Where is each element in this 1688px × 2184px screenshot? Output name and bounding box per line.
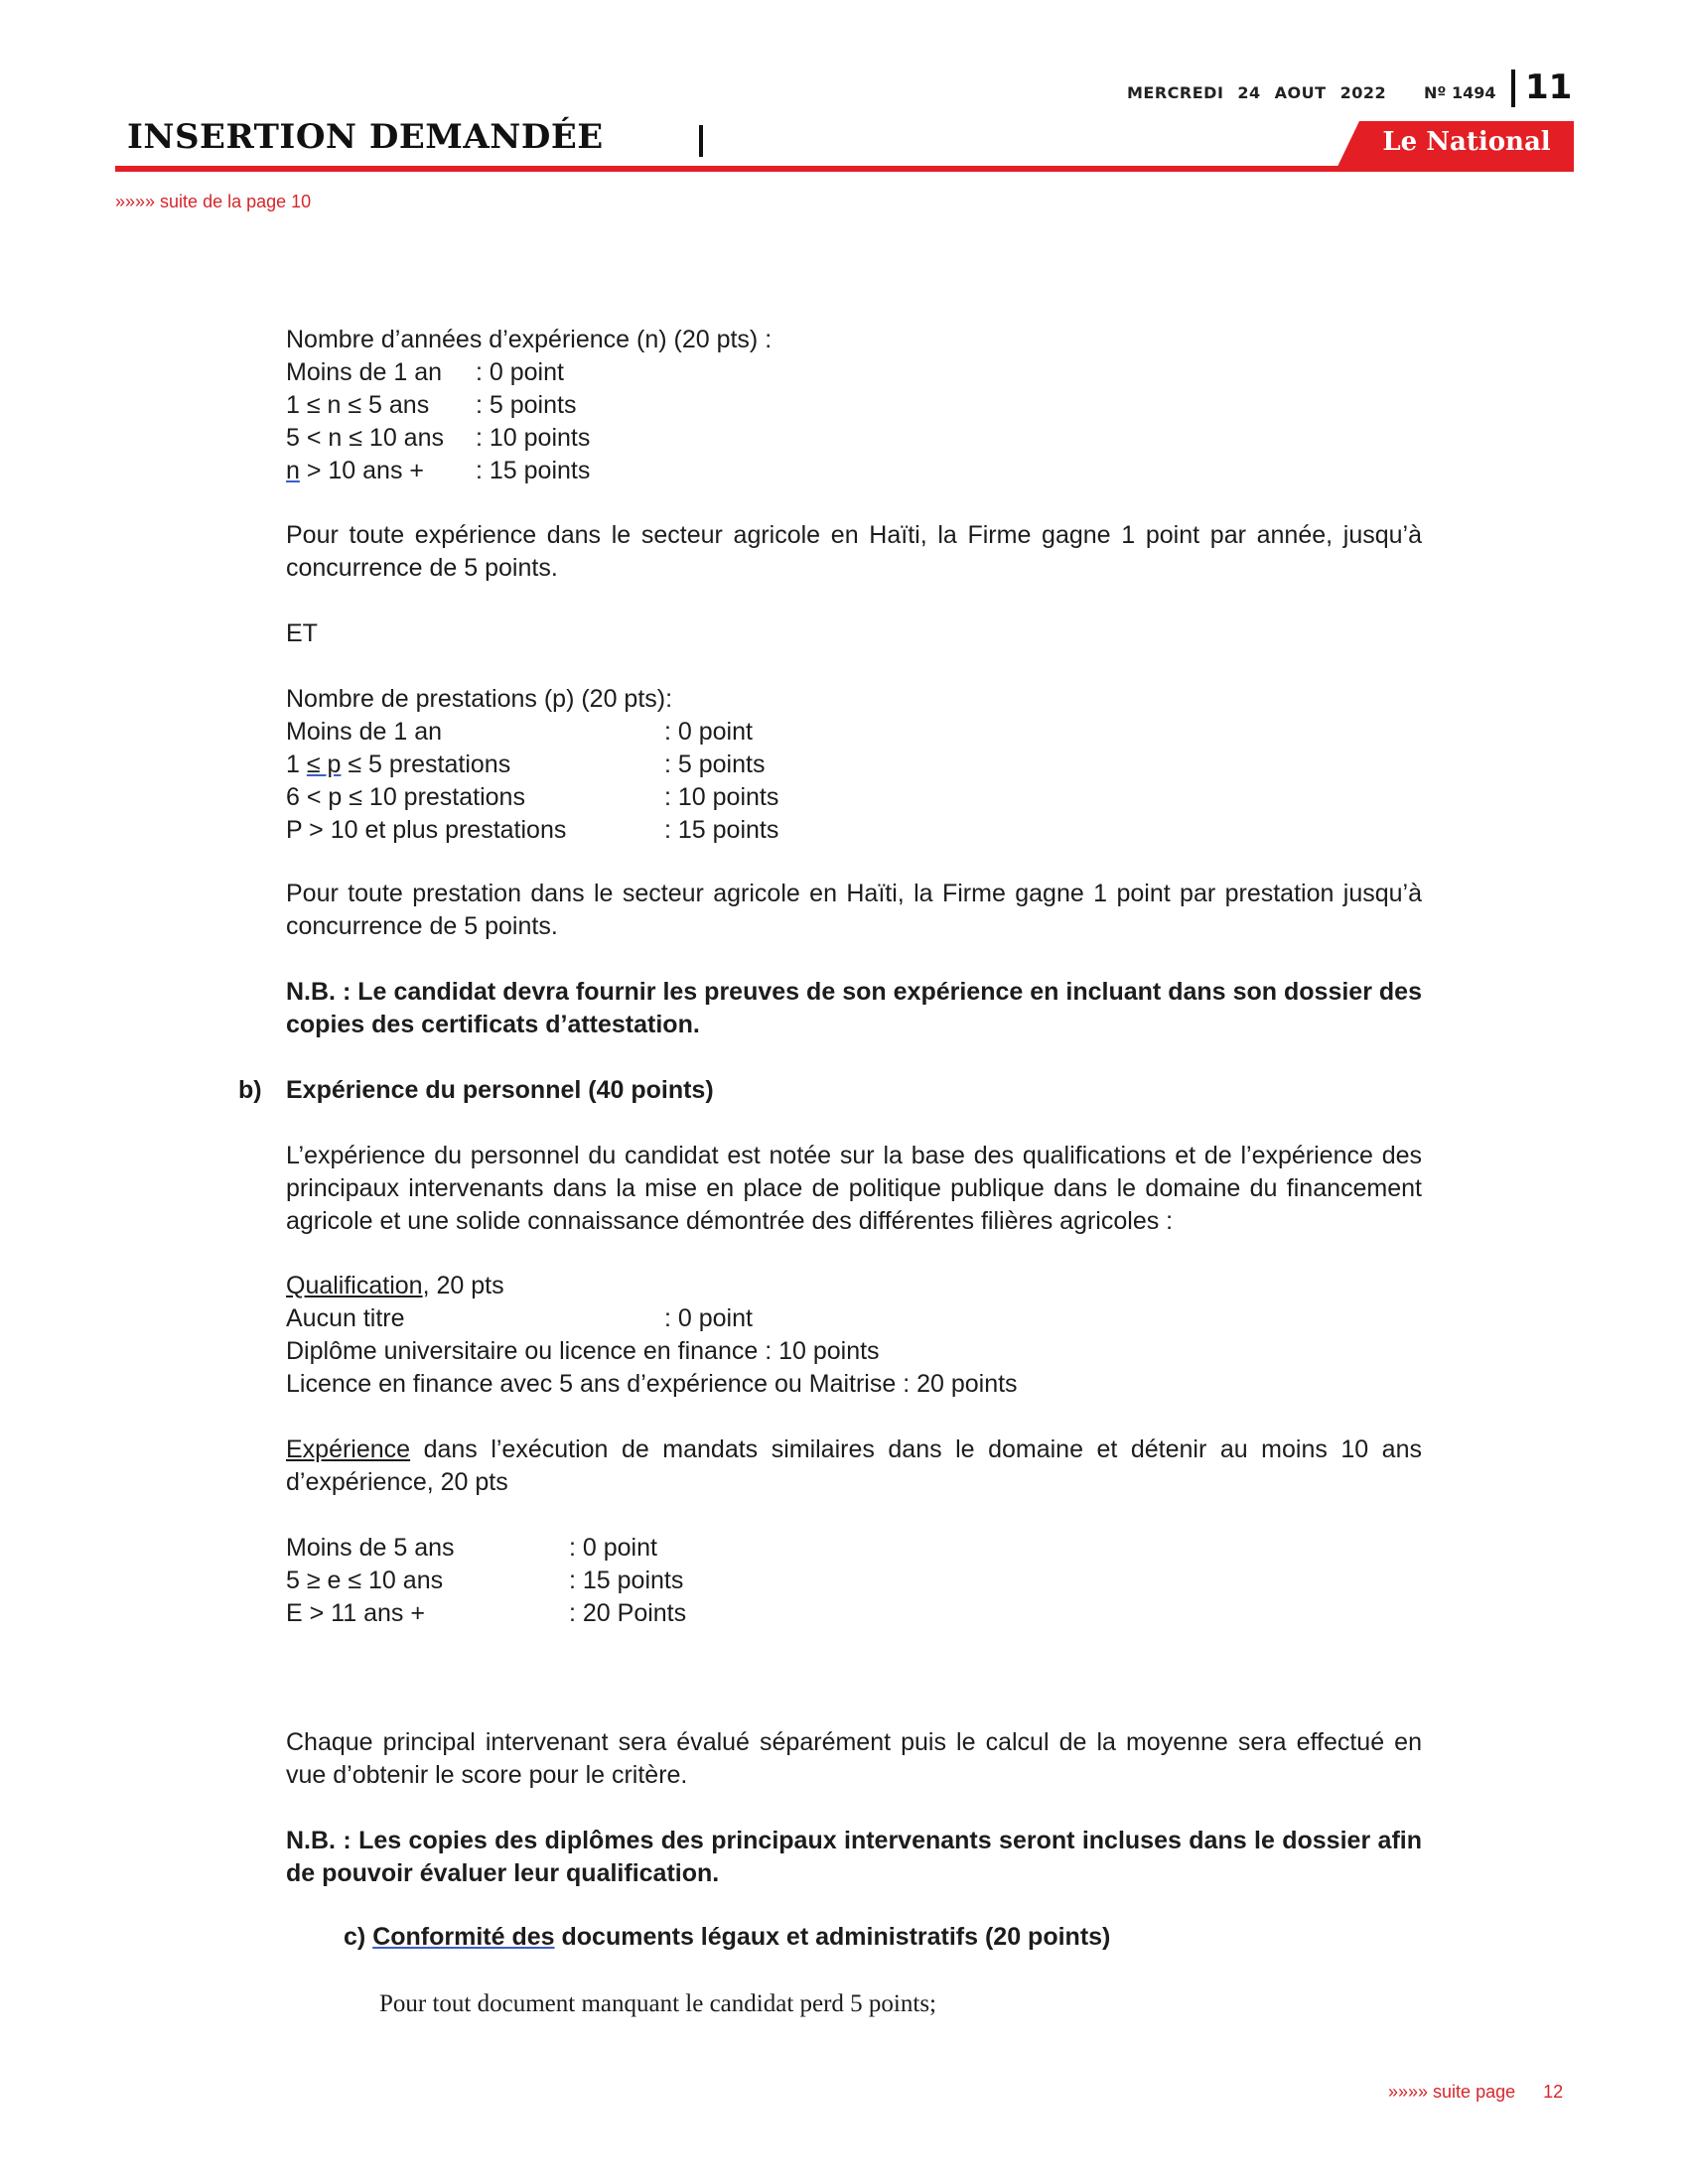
experience-years-row [286,389,577,422]
section-b-title: Expérience du personnel (40 points) [286,1076,714,1104]
continued-on-text: »»»» suite page [1388,2082,1516,2102]
row-value: : 15 points [664,816,779,844]
brand-logo: Le National [1382,127,1551,157]
experience-row [286,1565,684,1597]
experience-text: dans l’exécution de mandats similaires dans le domaine et détenir au moins 10 ans d’expérience, 20 pts [286,1435,1422,1496]
issue-date-number: 24 [1237,83,1261,102]
row-label: 1 ≤ n ≤ 5 ans [286,391,430,419]
continued-on-link[interactable] [1388,2082,1563,2103]
row-value: : 5 points [664,751,766,778]
row-value: : 20 Points [569,1599,687,1627]
evaluation-note: Chaque principal intervenant sera évalué séparément puis le calcul de la moyenne sera effectué en vue d’obtenir le score pour le critère. [286,1728,1422,1789]
experience-years-heading: Nombre d’années d’expérience (n) (20 pts) : [286,326,773,353]
continued-from-link[interactable]: »»»» suite de la page 10 [115,192,312,211]
section-c-title [344,1921,1110,1954]
prestations-row [286,716,753,749]
experience-years-row [286,422,591,455]
row-value: : 0 point [664,718,753,746]
issue-number: Nº 1494 [1424,83,1496,102]
continued-on-page: 12 [1543,2082,1564,2102]
row-label: ≤ 5 prestations [341,751,511,778]
section-c-title-rest: documents légaux et administratifs (20 points) [554,1923,1111,1951]
issue-date [1127,83,1400,102]
row-label: 6 < p ≤ 10 prestations [286,783,525,811]
header-rule [115,166,1574,172]
nb-certificates: N.B. : Le candidat devra fournir les preuves de son expérience en incluant dans son dossier des copies des certificats d’attestation. [286,978,1422,1038]
row-value: : 10 points [664,783,779,811]
row-value: : 15 points [569,1567,684,1594]
prestations-note: Pour toute prestation dans le secteur agricole en Haïti, la Firme gagne 1 point par prestation jusqu’à concurrence de 5 points. [286,880,1422,940]
prestations-row [286,749,766,781]
row-label: Moins de 1 an [286,718,443,746]
row-value: : 0 point [569,1534,657,1562]
qualification-row: Licence en finance avec 5 ans d’expérience ou Maitrise : 20 points [286,1370,1018,1398]
title-divider [699,125,703,157]
qualification-heading [286,1270,504,1302]
qualification-row [286,1302,753,1335]
row-label-variable: n [286,457,300,484]
qualification-points: , 20 pts [422,1272,504,1299]
page-number-divider [1511,69,1515,107]
row-label: E > 11 ans + [286,1599,425,1627]
row-value: : 0 point [664,1304,753,1332]
experience-years-row [286,356,564,389]
row-value: : 0 point [476,358,564,386]
prestations-row [286,781,779,814]
row-label: Moins de 5 ans [286,1534,455,1562]
prestations-heading: Nombre de prestations (p) (20 pts): [286,685,673,713]
issue-year: 2022 [1339,83,1387,102]
page-number: 11 [1525,68,1573,107]
row-label: > 10 ans + [299,457,425,484]
section-c-marker: c) [344,1923,373,1951]
qualification-row: Diplôme universitaire ou licence en finance : 10 points [286,1337,880,1365]
issue-month: AOUT [1274,83,1327,102]
row-value: : 10 points [476,424,591,452]
section-c-title-underlined: Conformité des [372,1923,555,1951]
row-value: : 5 points [476,391,577,419]
row-value: : 15 points [476,457,591,484]
experience-label: Expérience [286,1435,411,1463]
section-b-marker: b) [238,1076,262,1104]
row-label-variable: ≤ p [306,751,342,778]
issue-day: MERCREDI [1127,83,1224,102]
experience-row [286,1532,657,1565]
experience-years-note: Pour toute expérience dans le secteur agricole en Haïti, la Firme gagne 1 point par année, jusqu’à concurrence de 5 points. [286,521,1422,582]
nb-diplomas: N.B. : Les copies des diplômes des principaux intervenants seront incluses dans le dossier afin de pouvoir évaluer leur qualification. [286,1827,1422,1887]
experience-row [286,1597,687,1630]
section-c-text: Pour tout document manquant le candidat perd 5 points; [379,1990,936,2017]
row-label: 1 [286,751,307,778]
experience-years-row [286,455,591,487]
row-label: Aucun titre [286,1304,405,1332]
et-label: ET [286,619,318,647]
experience-criterion [286,1433,1422,1499]
row-label: Moins de 1 an [286,358,443,386]
qualification-label: Qualification [286,1272,423,1299]
prestations-row [286,814,779,847]
row-label: P > 10 et plus prestations [286,816,567,844]
section-b-intro: L’expérience du personnel du candidat est notée sur la base des qualifications et de l’expérience des principaux intervenants dans la mise en place de politique publique dans le domaine du financement agricole et une solide connaissance démontrée des différentes filières agricoles : [286,1142,1422,1235]
row-label: 5 ≥ e ≤ 10 ans [286,1567,444,1594]
row-label: 5 < n ≤ 10 ans [286,424,444,452]
section-title: INSERTION DEMANDÉE [127,117,604,157]
